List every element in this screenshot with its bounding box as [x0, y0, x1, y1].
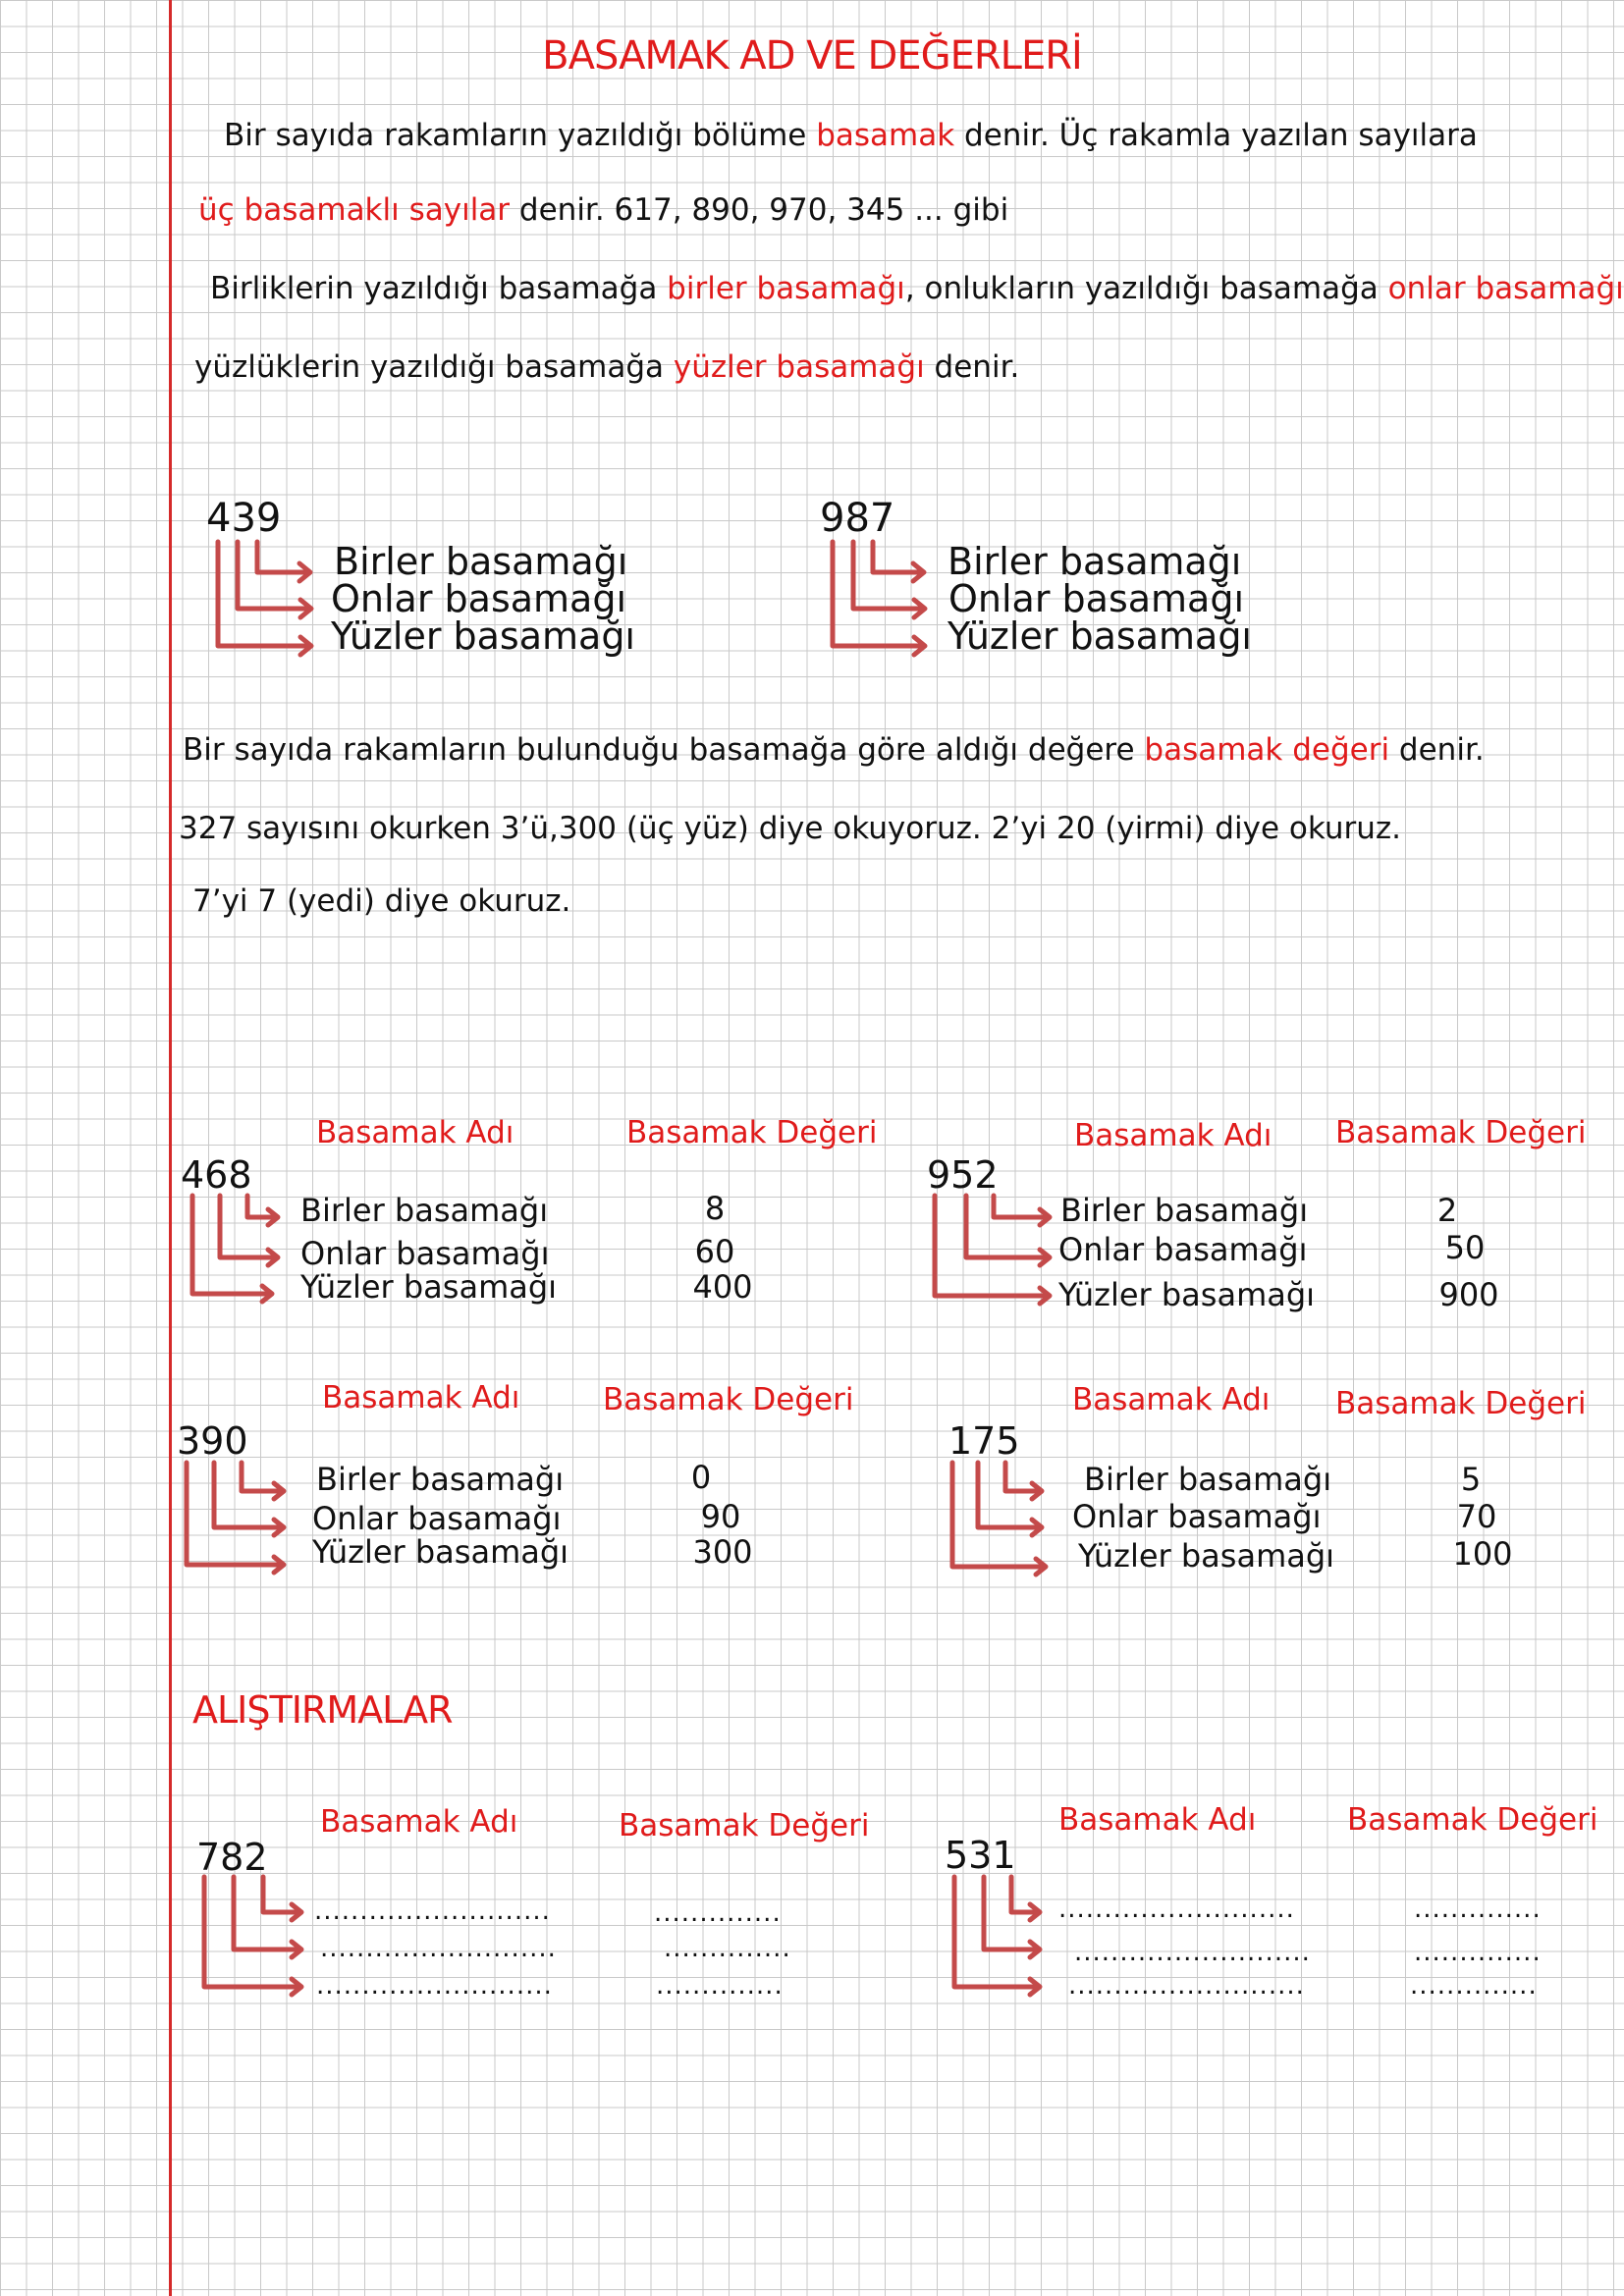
diagram-number: 987	[820, 496, 895, 541]
exercise-number: 531	[945, 1834, 1016, 1877]
label-yuzler: Yüzler basamağı	[312, 1533, 569, 1571]
value-birler: 8	[704, 1190, 726, 1227]
label-onlar: Onlar basamağı	[948, 577, 1245, 620]
blank-name-3[interactable]: ..........................	[316, 1971, 553, 2001]
label-birler: Birler basamağı	[1084, 1461, 1332, 1498]
value-onlar: 90	[700, 1498, 741, 1535]
arrows-icon	[0, 0, 1, 1]
header-basamak-adi: Basamak Adı	[316, 1115, 514, 1150]
example-number: 952	[927, 1153, 999, 1197]
header-basamak-degeri: Basamak Değeri	[1335, 1115, 1587, 1150]
blank-name-1[interactable]: ..........................	[314, 1896, 551, 1926]
value-onlar: 50	[1444, 1229, 1486, 1266]
exercises-title: ALIŞTIRMALAR	[192, 1688, 453, 1732]
label-onlar: Onlar basamağı	[312, 1500, 562, 1537]
header-basamak-adi: Basamak Adı	[1074, 1118, 1272, 1153]
term-uc-basamakli: üç basamaklı sayılar	[198, 192, 511, 228]
blank-value-1[interactable]: ..............	[654, 1898, 782, 1928]
value-line-2: 327 sayısını okurken 3’ü,300 (üç yüz) diye okuyoruz. 2’yi 20 (yirmi) diye okuruz.	[179, 811, 1401, 846]
value-onlar: 60	[694, 1233, 735, 1270]
intro-line-1: Bir sayıda rakamların yazıldığı bölüme basamak denir. Üç rakamla yazılan sayılara	[224, 118, 1478, 153]
term-onlar: onlar basamağı	[1387, 271, 1624, 306]
label-birler: Birler basamağı	[316, 1461, 565, 1498]
value-yuzler: 300	[692, 1533, 753, 1571]
blank-value-3[interactable]: ..............	[656, 1971, 784, 2001]
value-yuzler: 100	[1452, 1535, 1513, 1573]
label-birler: Birler basamağı	[300, 1192, 549, 1229]
page-title: BASAMAK AD VE DEĞERLERİ	[542, 33, 1082, 79]
label-onlar: Onlar basamağı	[1058, 1231, 1308, 1268]
intro-line-2: üç basamaklı sayılar denir. 617, 890, 970, 345 ... gibi	[198, 192, 1009, 228]
blank-value-3[interactable]: ..............	[1410, 1971, 1538, 2001]
header-basamak-degeri: Basamak Değeri	[619, 1808, 870, 1843]
header-basamak-adi: Basamak Adı	[320, 1804, 518, 1840]
term-birler: birler basamağı	[667, 271, 905, 306]
label-yuzler: Yüzler basamağı	[1058, 1276, 1316, 1313]
label-birler: Birler basamağı	[947, 540, 1242, 583]
intro-line-4: yüzlüklerin yazıldığı basamağa yüzler basamağı denir.	[194, 349, 1020, 385]
term-basamak: basamak	[816, 118, 955, 153]
header-basamak-adi: Basamak Adı	[322, 1380, 520, 1415]
label-onlar: Onlar basamağı	[331, 577, 627, 620]
value-yuzler: 900	[1438, 1276, 1499, 1313]
blank-name-2[interactable]: ..........................	[320, 1934, 557, 1963]
value-line-1: Bir sayıda rakamların bulunduğu basamağa göre aldığı değere basamak değeri denir.	[183, 732, 1485, 768]
value-onlar: 70	[1456, 1498, 1497, 1535]
blank-name-2[interactable]: ..........................	[1074, 1938, 1311, 1967]
header-basamak-degeri: Basamak Değeri	[626, 1115, 878, 1150]
blank-name-3[interactable]: ..........................	[1068, 1971, 1305, 2001]
blank-name-1[interactable]: ..........................	[1058, 1895, 1295, 1924]
label-yuzler: Yüzler basamağı	[947, 614, 1252, 658]
value-yuzler: 400	[692, 1268, 753, 1306]
header-basamak-degeri: Basamak Değeri	[1335, 1386, 1587, 1421]
example-number: 390	[177, 1419, 248, 1463]
label-birler: Birler basamağı	[334, 540, 628, 583]
value-line-3: 7’yi 7 (yedi) diye okuruz.	[192, 883, 571, 919]
header-basamak-adi: Basamak Adı	[1072, 1382, 1271, 1417]
blank-value-2[interactable]: ..............	[664, 1934, 791, 1963]
diagram-number: 439	[206, 496, 282, 541]
blank-value-1[interactable]: ..............	[1414, 1895, 1542, 1924]
label-yuzler: Yüzler basamağı	[300, 1268, 558, 1306]
value-birler: 2	[1436, 1192, 1458, 1229]
label-yuzler: Yüzler basamağı	[331, 614, 635, 658]
label-yuzler: Yüzler basamağı	[1078, 1537, 1335, 1575]
term-basamak-degeri: basamak değeri	[1144, 732, 1390, 768]
intro-line-3: Birliklerin yazıldığı basamağa birler basamağı, onlukların yazıldığı basamağa onlar basamağı	[210, 271, 1624, 306]
label-onlar: Onlar basamağı	[1072, 1498, 1322, 1535]
example-number: 468	[181, 1153, 252, 1197]
header-basamak-degeri: Basamak Değeri	[603, 1382, 854, 1417]
example-number: 175	[948, 1419, 1020, 1463]
term-yuzler: yüzler basamağı	[673, 349, 925, 385]
header-basamak-degeri: Basamak Değeri	[1347, 1802, 1598, 1838]
notebook-margin-line	[169, 0, 172, 2296]
label-birler: Birler basamağı	[1060, 1192, 1309, 1229]
header-basamak-adi: Basamak Adı	[1058, 1802, 1257, 1838]
exercise-number: 782	[196, 1836, 268, 1879]
value-birler: 0	[690, 1459, 712, 1496]
blank-value-2[interactable]: ..............	[1414, 1938, 1542, 1967]
label-onlar: Onlar basamağı	[300, 1235, 550, 1272]
value-birler: 5	[1460, 1461, 1482, 1498]
